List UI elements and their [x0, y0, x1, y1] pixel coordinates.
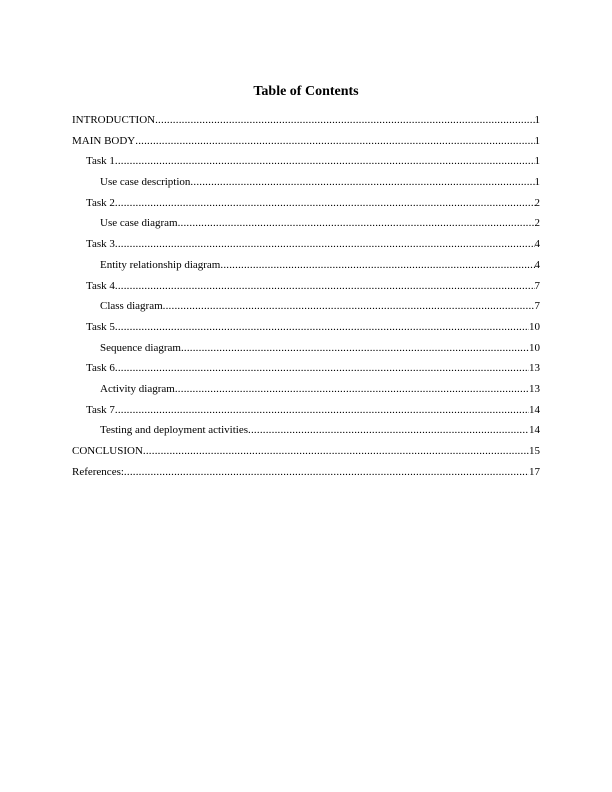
toc-entry-label: Sequence diagram [100, 341, 181, 354]
toc-entry-label: Task 3 [86, 238, 115, 251]
toc-entry[interactable] [72, 134, 540, 155]
toc-entry[interactable] [72, 279, 540, 300]
toc-entry-label: Activity diagram [100, 382, 175, 395]
toc-dot-leader [163, 299, 535, 313]
toc-entry[interactable] [72, 423, 540, 444]
toc-dot-leader [124, 465, 529, 479]
toc-entry[interactable] [72, 196, 540, 217]
toc-dot-leader [155, 113, 534, 127]
toc-dot-leader [115, 237, 535, 251]
toc-entry-label: Task 5 [86, 320, 115, 333]
toc-entry[interactable] [72, 113, 540, 134]
toc-entry[interactable] [72, 320, 540, 341]
toc-entry-label: Entity relationship diagram [100, 258, 221, 271]
toc-dot-leader [248, 423, 529, 437]
toc-dot-leader [143, 444, 529, 458]
toc-entry-page-number: 10 [529, 320, 540, 333]
toc-entry-label: Use case diagram [100, 217, 178, 230]
toc-entry-label: CONCLUSION [72, 445, 143, 457]
toc-entry-label: Testing and deployment activities [100, 424, 249, 437]
toc-title: Table of Contents [253, 84, 359, 99]
toc-entry-page-number: 1 [534, 114, 540, 126]
toc-entry-label: References: [72, 465, 124, 478]
toc-entry-page-number: 7 [534, 300, 540, 313]
toc-entry[interactable] [72, 216, 540, 237]
toc-entry-label: Task 1 [86, 155, 115, 168]
toc-entry[interactable] [72, 403, 540, 424]
toc-entry[interactable] [72, 465, 540, 486]
toc-dot-leader [190, 175, 534, 189]
toc-entry-page-number: 14 [529, 424, 540, 437]
toc-entry-page-number: 14 [529, 403, 540, 416]
toc-entry-label: Task 6 [86, 362, 115, 375]
toc-entry-label: Task 2 [86, 196, 115, 209]
toc-entry[interactable] [72, 341, 540, 362]
toc-dot-leader [135, 134, 534, 148]
toc-entry[interactable] [72, 258, 540, 279]
toc-entry-page-number: 10 [529, 341, 540, 354]
toc-entry-label: MAIN BODY [72, 134, 136, 147]
toc-entry-label: Use case description [100, 176, 191, 189]
toc-entry-page-number: 17 [529, 465, 540, 478]
toc-dot-leader [115, 320, 529, 334]
toc-entry[interactable] [72, 444, 540, 465]
toc-entry-page-number: 1 [534, 134, 540, 147]
toc-entry[interactable] [72, 175, 540, 196]
toc-entry-page-number: 4 [534, 238, 540, 251]
toc-dot-leader [178, 216, 535, 230]
toc-dot-leader [220, 258, 534, 272]
toc-dot-leader [115, 154, 535, 168]
toc-entry[interactable] [72, 382, 540, 403]
toc-entry-page-number: 2 [534, 196, 540, 209]
toc-entry[interactable] [72, 361, 540, 382]
toc-entry-label: Task 7 [86, 403, 115, 416]
toc-entry-label: Task 4 [86, 279, 115, 292]
toc-entry-page-number: 7 [534, 279, 540, 292]
toc-list [72, 113, 540, 485]
toc-entry-page-number: 2 [534, 217, 540, 230]
toc-dot-leader [175, 382, 529, 396]
toc-entry-page-number: 15 [529, 445, 540, 457]
toc-dot-leader [115, 361, 529, 375]
toc-entry-page-number: 13 [529, 362, 540, 375]
toc-dot-leader [115, 279, 535, 293]
toc-entry[interactable] [72, 299, 540, 320]
toc-entry-page-number: 1 [534, 176, 540, 189]
toc-dot-leader [115, 196, 535, 210]
toc-entry-label: INTRODUCTION [72, 114, 156, 126]
toc-entry[interactable] [72, 154, 540, 175]
toc-entry-page-number: 4 [534, 258, 540, 271]
toc-entry-label: Class diagram [100, 300, 163, 313]
toc-entry[interactable] [72, 237, 540, 258]
toc-entry-page-number: 1 [534, 155, 540, 168]
toc-entry-page-number: 13 [529, 382, 540, 395]
toc-dot-leader [115, 403, 529, 417]
toc-dot-leader [181, 341, 529, 355]
